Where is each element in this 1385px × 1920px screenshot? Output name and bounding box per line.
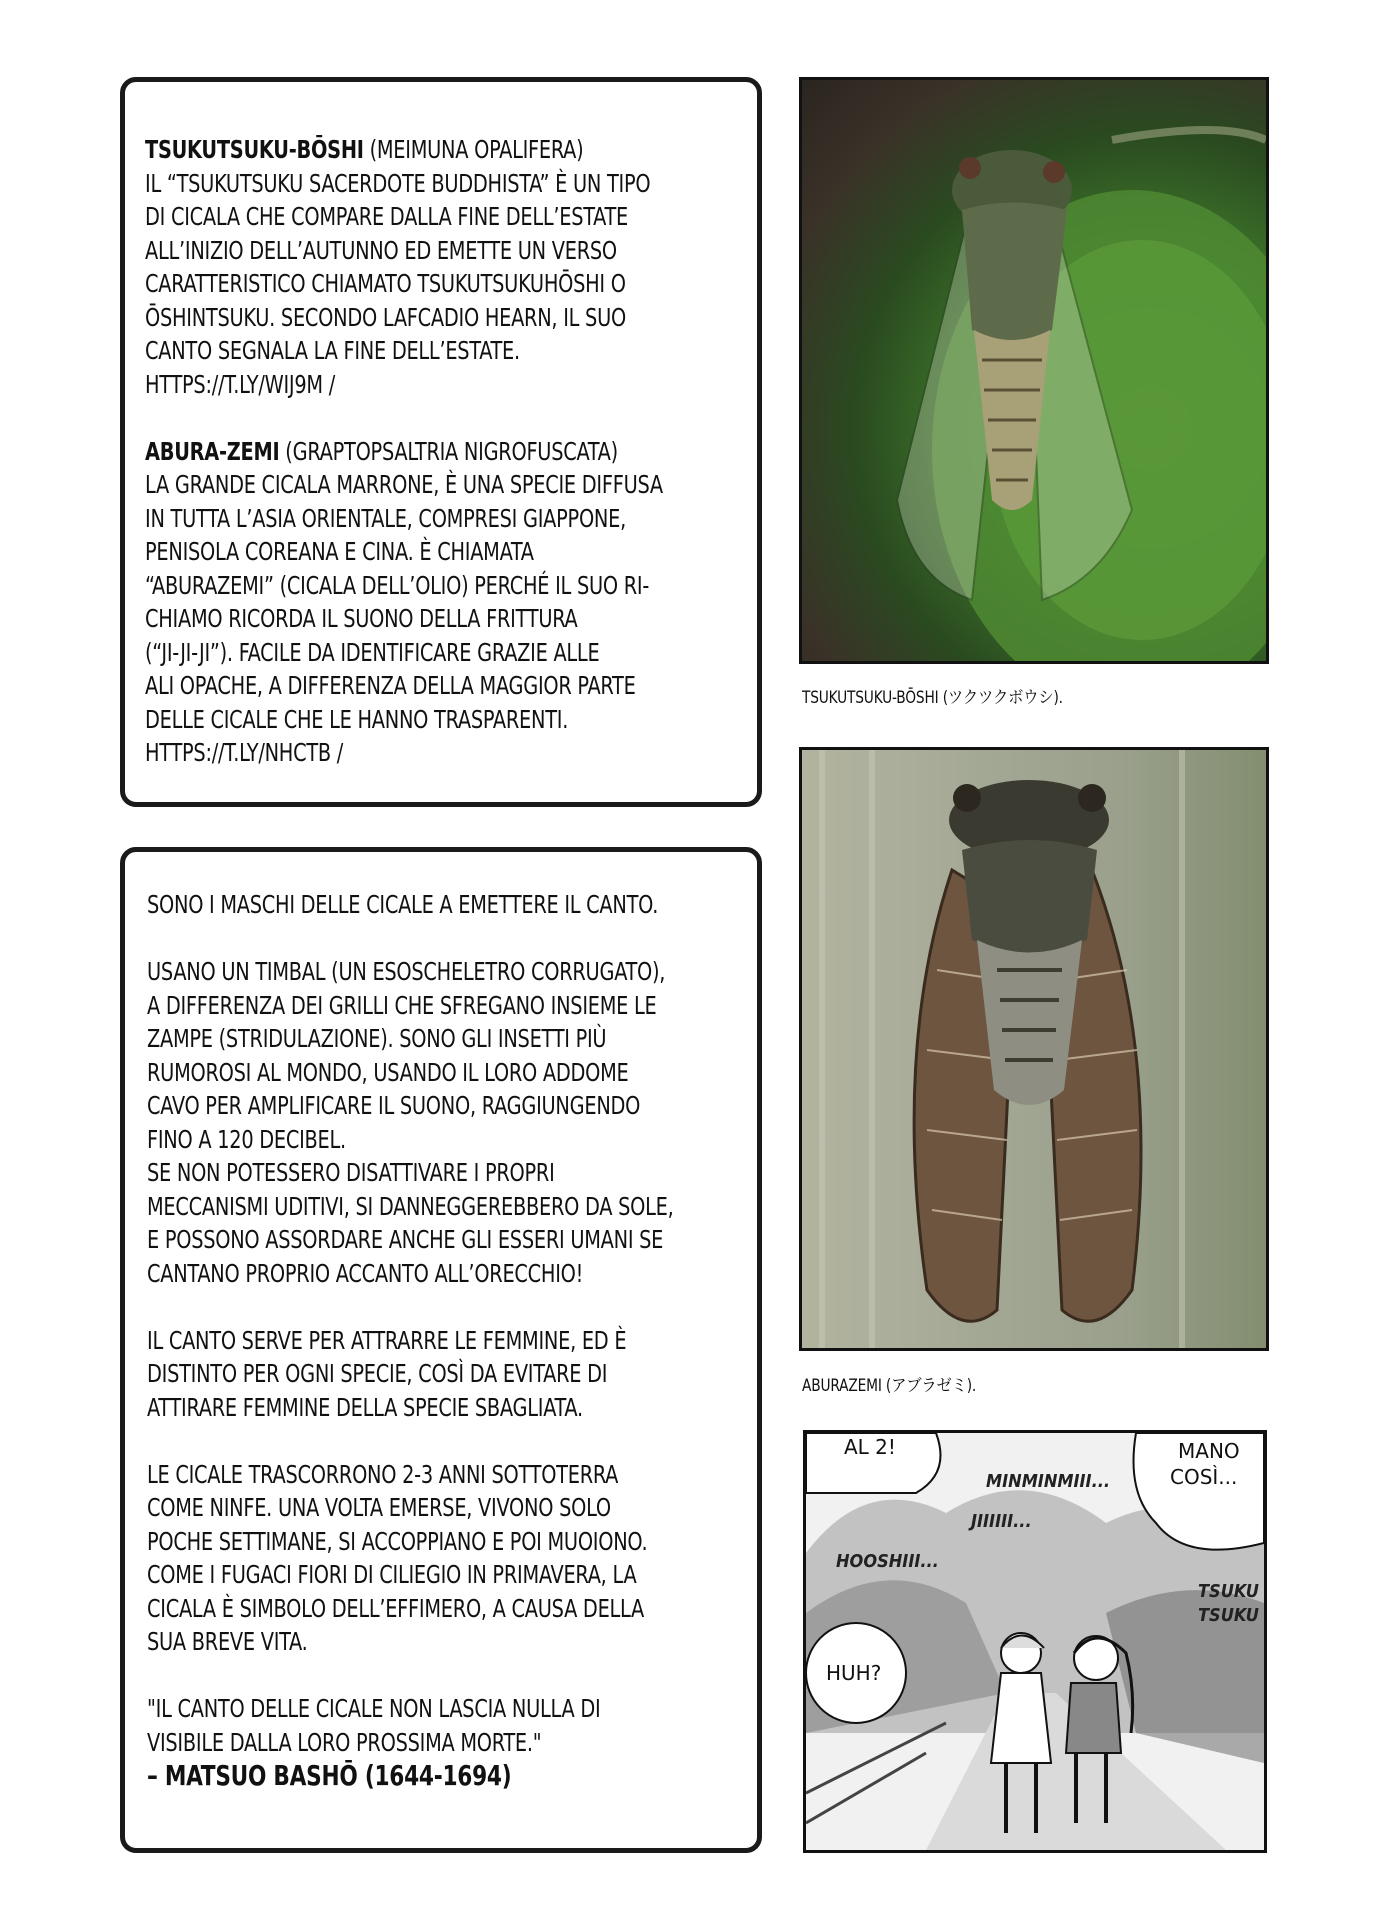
speech-cosi: COSÌ... xyxy=(1170,1465,1238,1489)
para3-line: COME NINFE. UNA VOLTA EMERSE, VIVONO SOLO xyxy=(147,1493,611,1522)
para1-line: E POSSONO ASSORDARE ANCHE GLI ESSERI UMANI SE xyxy=(147,1225,664,1254)
para1-line: ZAMPE (STRIDULAZIONE). SONO GLI INSETTI PIÙ xyxy=(147,1024,607,1053)
manga-panel xyxy=(803,1430,1267,1853)
sfx-tsuku-2: TSUKU xyxy=(1198,1605,1259,1626)
para1-line: SE NON POTESSERO DISATTIVARE I PROPRI xyxy=(147,1158,555,1187)
para3-line: CICALA È SIMBOLO DELL’EFFIMERO, A CAUSA DELLA xyxy=(147,1593,645,1623)
para1-line: CANTANO PROPRIO ACCANTO ALL’ORECCHIO! xyxy=(147,1258,584,1288)
caption-tsukutsuku: TSUKUTSUKU-BŌSHI (ツクツクボウシ). xyxy=(802,688,1063,708)
abura-title: ABURA-ZEMI xyxy=(145,436,280,466)
para3-line: POCHE SETTIMANE, SI ACCOPPIANO E POI MUOIONO. xyxy=(147,1526,648,1556)
tsuku-line: IL “TSUKUTSUKU SACERDOTE BUDDHISTA” È UN TIPO xyxy=(145,168,651,198)
song-heading: SONO I MASCHI DELLE CICALE A EMETTERE IL CANTO. xyxy=(147,890,659,919)
para3-line: SUA BREVE VITA. xyxy=(147,1627,308,1656)
para1-line: RUMOROSI AL MONDO, USANDO IL LORO ADDOME xyxy=(147,1057,629,1087)
para1-line: FINO A 120 DECIBEL. xyxy=(147,1124,346,1154)
abura-heading xyxy=(145,435,663,469)
caption-aburazemi: ABURAZEMI (アブラゼミ). xyxy=(802,1376,977,1396)
abura-line: LA GRANDE CICALA MARRONE, È UNA SPECIE DIFFUSA xyxy=(145,470,663,499)
sfx-hooshi: HOOSHIII... xyxy=(836,1551,939,1572)
para1-line: A DIFFERENZA DEI GRILLI CHE SFREGANO INSIEME LE xyxy=(147,990,657,1020)
quote-line: "IL CANTO DELLE CICALE NON LASCIA NULLA DI xyxy=(147,1694,601,1723)
abura-line: “ABURAZEMI” (CICALA DELL’OLIO) PERCHÉ IL SUO RI- xyxy=(145,570,650,600)
quote-line: VISIBILE DALLA LORO PROSSIMA MORTE." xyxy=(147,1727,542,1757)
para1-line: CAVO PER AMPLIFICARE IL SUONO, RAGGIUNGENDO xyxy=(147,1091,641,1120)
abura-line: ALI OPACHE, A DIFFERENZA DELLA MAGGIOR PARTE xyxy=(145,671,636,700)
abura-link[interactable]: HTTPS://T.LY/NHCTB / xyxy=(145,738,344,767)
abura-line: IN TUTTA L’ASIA ORIENTALE, COMPRESI GIAPPONE, xyxy=(145,503,626,533)
para2-line: IL CANTO SERVE PER ATTRARRE LE FEMMINE, ED È xyxy=(147,1325,627,1355)
speech-huh: HUH? xyxy=(826,1661,882,1685)
tsuku-line: CARATTERISTICO CHIAMATO TSUKUTSUKUHŌSHI O xyxy=(145,269,626,298)
tsuku-title: TSUKUTSUKU-BŌSHI xyxy=(145,135,364,164)
speech-mano: MANO xyxy=(1178,1439,1240,1463)
tsuku-latin: (MEIMUNA OPALIFERA) xyxy=(363,135,584,164)
tsuku-line: ALL’INIZIO DELL’AUTUNNO ED EMETTE UN VERSO xyxy=(145,235,617,265)
tsuku-heading xyxy=(145,133,663,167)
tsuku-link[interactable]: HTTPS://T.LY/WIJ9M / xyxy=(145,369,335,399)
abura-line: DELLE CICALE CHE LE HANNO TRASPARENTI. xyxy=(145,704,569,734)
para2-line: ATTIRARE FEMMINE DELLA SPECIE SBAGLIATA. xyxy=(147,1392,583,1422)
para2-line: DISTINTO PER OGNI SPECIE, COSÌ DA EVITARE DI xyxy=(147,1359,608,1388)
tsuku-line: CANTO SEGNALA LA FINE DELL’ESTATE. xyxy=(145,336,520,365)
aburazemi-photo xyxy=(799,747,1269,1351)
speech-al2: AL 2! xyxy=(844,1435,896,1459)
tsuku-line: ŌSHINTSUKU. SECONDO LAFCADIO HEARN, IL SUO xyxy=(145,302,626,332)
abura-line: CHIAMO RICORDA IL SUONO DELLA FRITTURA xyxy=(145,604,578,633)
sfx-jiii: JIIIIII... xyxy=(971,1511,1032,1532)
species-text xyxy=(145,133,663,770)
sfx-minmin: MINMINMIII... xyxy=(986,1471,1111,1492)
tsuku-line: DI CICALA CHE COMPARE DALLA FINE DELL’ESTATE xyxy=(145,202,628,231)
para1-line: MECCANISMI UDITIVI, SI DANNEGGEREBBERO DA SOLE, xyxy=(147,1191,674,1221)
tsukutsuku-photo xyxy=(799,77,1269,664)
quote-author: – MATSUO BASHŌ (1644-1694) xyxy=(147,1759,512,1792)
sfx-tsuku-1: TSUKU xyxy=(1198,1581,1259,1602)
song-text xyxy=(147,888,673,1793)
para3-line: COME I FUGACI FIORI DI CILIEGIO IN PRIMAVERA, LA xyxy=(147,1560,637,1589)
abura-line: (“JI-JI-JI”). FACILE DA IDENTIFICARE GRAZIE ALLE xyxy=(145,637,600,667)
para1-line: USANO UN TIMBAL (UN ESOSCHELETRO CORRUGATO), xyxy=(147,957,666,986)
abura-latin: (GRAPTOPSALTRIA NIGROFUSCATA) xyxy=(279,436,618,466)
para3-line: LE CICALE TRASCORRONO 2-3 ANNI SOTTOTERRA xyxy=(147,1459,619,1489)
abura-line: PENISOLA COREANA E CINA. È CHIAMATA xyxy=(145,537,534,566)
